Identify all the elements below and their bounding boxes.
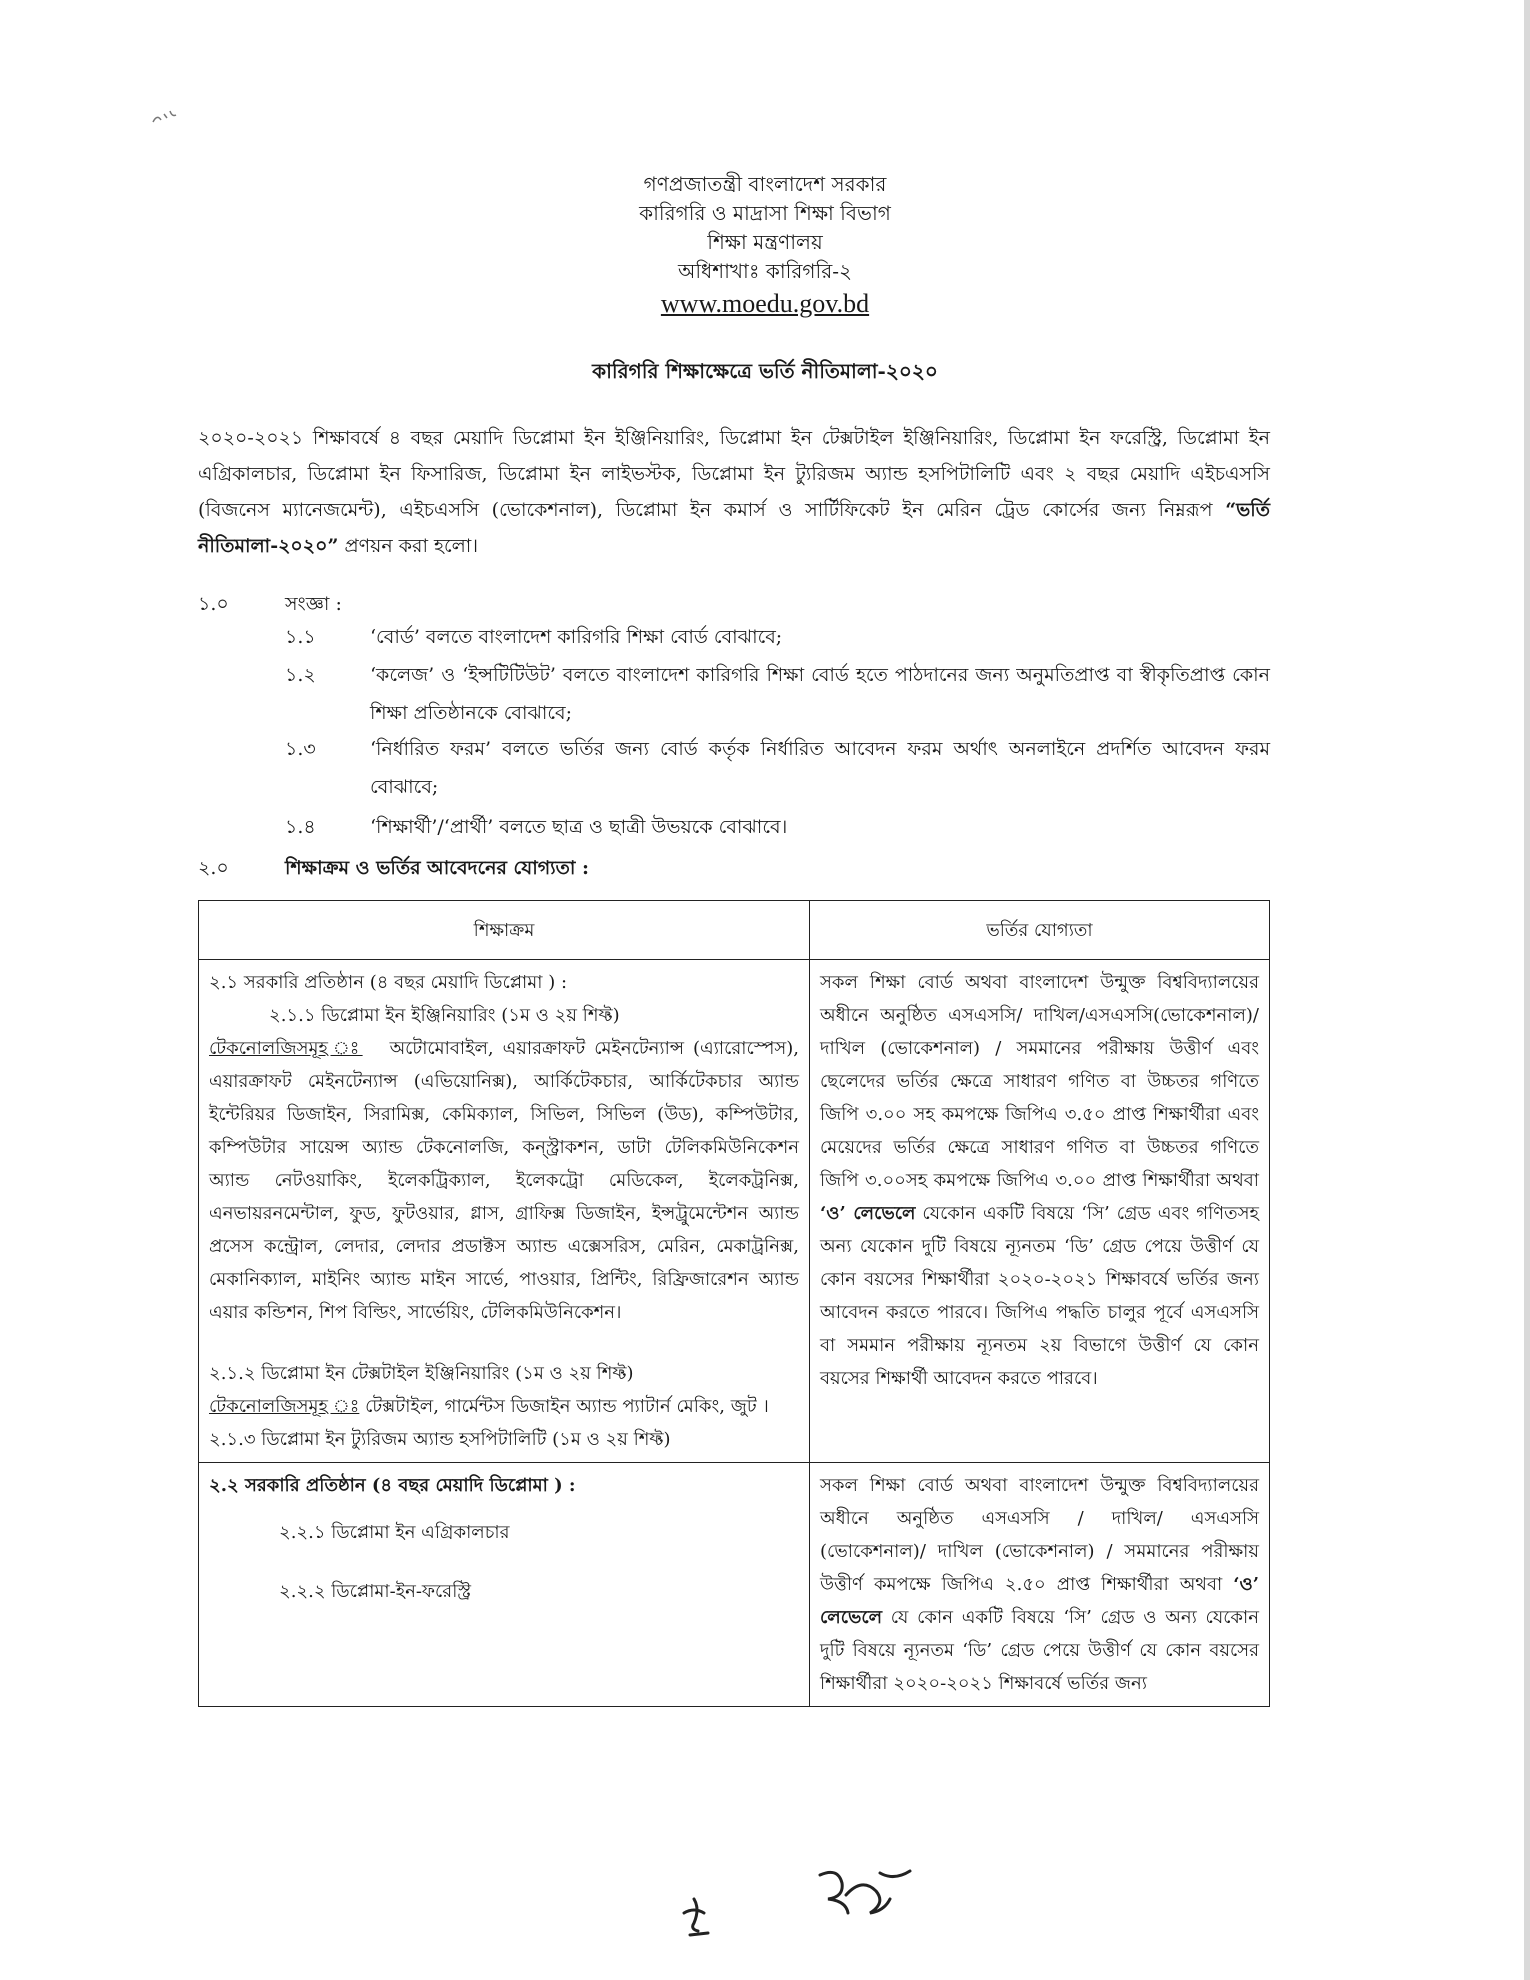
spacer [209,1502,799,1516]
intro-text-bold: “ভর্তি নীতিমালা-২০২০” [198,499,1270,557]
eligibility-cell [810,960,1270,1463]
definition-text: ‘কলেজ’ ও ‘ইন্সটিটিউট’ বলতে বাংলাদেশ কারিগরি শিক্ষা বোর্ড হতে পাঠদানের জন্য অনুমতিপ্রাপ্ত বা স্বীকৃতিপ্রাপ্ত কোন শিক্ষা প্রতিষ্ঠানকে বোঝাবে; [370,664,1270,724]
handwritten-signature [670,1855,930,1955]
section-1-heading [0,586,1530,622]
eligibility-text: সকল শিক্ষা বোর্ড অথবা বাংলাদেশ উন্মুক্ত বিশ্ববিদ্যালয়ের অধীনে অনুষ্ঠিত এসএসসি / দাখিল/ এসএসসি (ভোকেশনাল)/ দাখিল (ভোকেশনাল) / সমমানের পরীক্ষায় উত্তীর্ণ কমপক্ষে জিপিএ ২.৫০ প্রাপ্ত শিক্ষার্থীরা অথবা [820,1475,1259,1595]
intro-paragraph [198,420,1270,564]
definition-text: ‘নির্ধারিত ফরম’ বলতে ভর্তির জন্য বোর্ড কর্তৃক নির্ধারিত আবেদন ফরম অর্থাৎ অনলাইনে প্রদর্শিত আবেদন ফরম বোঝাবে; [370,738,1270,798]
spacer [209,1329,799,1357]
header-website-link[interactable]: www.moedu.gov.bd [660,289,870,318]
scan-speck-mark [150,108,180,132]
definition-number: ১.৩ [285,738,316,760]
program-item: ২.২.১ ডিপ্লোমা ইন এগ্রিকালচার [279,1522,510,1543]
column-header-curriculum: শিক্ষাক্রম [199,901,810,960]
intro-text-after: প্রণয়ন করা হলো। [338,535,479,557]
row-heading: ২.২ সরকারি প্রতিষ্ঠান (৪ বছর মেয়াদি ডিপ্লোমা ) : [209,1475,576,1496]
header-government: গণপ্রজাতন্ত্রী বাংলাদেশ সরকার [643,172,887,196]
section-2-title: শিক্ষাক্রম ও ভর্তির আবেদনের যোগ্যতা : [285,857,590,879]
eligibility-text: সকল শিক্ষা বোর্ড অথবা বাংলাদেশ উন্মুক্ত বিশ্ববিদ্যালয়ের অধীনে অনুষ্ঠিত এসএসসি/ দাখিল/এসএসসি(ভোকেশনাল)/দাখিল (ভোকেশনাল) / সমমানের পরীক্ষায় উত্তীর্ণ এবং ছেলেদের ভর্তির ক্ষেত্রে সাধারণ গণিত বা উচ্চতর গণিতে জিপি ৩.০০ সহ কমপক্ষে জিপিএ ৩.৫০ প্রাপ্ত শিক্ষার্থীরা এবং মেয়েদের ভর্তির ক্ষেত্রে সাধারণ গণিত বা উচ্চতর গণিতে জিপি ৩.০০সহ কমপক্ষে জিপিএ ৩.০০ প্রাপ্ত শিক্ষার্থীরা অথবা [820,972,1259,1191]
program-item: ২.১.২ ডিপ্লোমা ইন টেক্সটাইল ইঞ্জিনিয়ারিং (১ম ও ২য় শিফ্ট) [209,1363,634,1384]
definition-number: ১.২ [285,664,316,686]
table-header-row [199,901,1270,960]
section-2-heading [0,850,1530,886]
section-2-number: ২.০ [198,857,229,879]
eligibility-cell [810,1463,1270,1707]
technology-list [209,1032,799,1329]
document-header [0,170,1530,322]
technology-names: অটোমোবাইল, এয়ারক্রাফট মেইনটেন্যান্স (এ্যারোস্পেস), এয়ারক্রাফট মেইনটেন্যান্স (এভিয়োনিক্স), আর্কিটেকচার, আর্কিটেকচার অ্যান্ড ইন্টেরিয়র ডিজাইন, সিরামিক্স, কেমিক্যাল, সিভিল, সিভিল (উড), কম্পিউটার, কম্পিউটার সায়েন্স অ্যান্ড টেকনোলজি, কন্স্ট্রাকশন, ডাটা টেলিকমিউনিকেশন অ্যান্ড নেটওয়াকিং, ইলেকট্রিক্যাল, ইলেকট্রো মেডিকেল, ইলেকট্রনিক্স, এনভায়রনমেন্টাল, ফুড, ফুটওয়ার, গ্লাস, গ্রাফিক্স ডিজাইন, ইন্সট্রুমেন্টেশন অ্যান্ড প্রসেস কন্ট্রোল, লেদার, লেদার প্রডাক্টস অ্যান্ড এক্সেসরিস, মেরিন, মেকাট্রনিক্স, মেকানিক্যাল, মাইনিং অ্যান্ড মাইন সার্ভে, পাওয়ার, প্রিন্টিং, রিফ্রিজারেশন অ্যান্ড এয়ার কন্ডিশন, শিপ বিল্ডিং, সার্ভেয়িং, টেলিকমিউনিকেশন। [209,1038,799,1323]
column-header-eligibility: ভর্তির যোগ্যতা [810,901,1270,960]
definition-text: ‘শিক্ষার্থী’/‘প্রার্থী’ বলতে ছাত্র ও ছাত্রী উভয়কে বোঝাবে। [370,816,788,838]
curriculum-cell [199,960,810,1463]
eligibility-bold: ‘ও’ লেভেলে [820,1574,1259,1628]
intro-text-before: ২০২০-২০২১ শিক্ষাবর্ষে ৪ বছর মেয়াদি ডিপ্লোমা ইন ইঞ্জিনিয়ারিং, ডিপ্লোমা ইন টেক্সটাইল ইঞ্জিনিয়ারিং, ডিপ্লোমা ইন ফরেস্ট্রি, ডিপ্লোমা ইন এগ্রিকালচার, ডিপ্লোমা ইন ফিসারিজ, ডিপ্লোমা ইন লাইভস্টক, ডিপ্লোমা ইন ট্যুরিজম অ্যান্ড হসপিটালিটি এবং ২ বছর মেয়াদি এইচএসসি (বিজনেস ম্যানেজমেন্ট), এইচএসসি (ভোকেশনাল), ডিপ্লোমা ইন কমার্স ও সার্টিফিকেট ইন মেরিন ট্রেড কোর্সের জন্য নিম্নরূপ [198,427,1270,521]
technology-label: টেকনোলজিসমূহ ঃ [209,1038,363,1059]
table-row [199,960,1270,1463]
definition-number: ১.১ [285,626,316,648]
table-row [199,1463,1270,1707]
eligibility-table [198,900,1270,1707]
section-1-title: সংজ্ঞা : [285,593,342,615]
curriculum-cell [199,1463,810,1707]
eligibility-bold: ‘ও’ লেভেলে [820,1203,916,1224]
section-1-number: ১.০ [198,593,229,615]
technology-names: টেক্সটাইল, গার্মেন্টস ডিজাইন অ্যান্ড প্যাটার্ন মেকিং, জুট । [359,1396,769,1417]
spacer [209,1549,799,1575]
technology-label: টেকনোলজিসমূহ ঃ [209,1396,360,1417]
header-division: কারিগরি ও মাদ্রাসা শিক্ষা বিভাগ [639,201,891,225]
definition-number: ১.৪ [285,816,316,838]
eligibility-text: যে কোন একটি বিষয়ে ‘সি’ গ্রেড ও অন্য যেকোন দুটি বিষয়ে ন্যূনতম ‘ডি’ গ্রেড পেয়ে উত্তীর্ণ যে কোন বয়সের শিক্ষার্থীরা ২০২০-২০২১ শিক্ষাবর্ষে ভর্তির জন্য [820,1607,1259,1694]
program-item: ২.২.২ ডিপ্লোমা-ইন-ফরেস্ট্রি [279,1581,471,1602]
row-heading: ২.১ সরকারি প্রতিষ্ঠান (৪ বছর মেয়াদি ডিপ্লোমা ) : [209,972,568,993]
definition-text: ‘বোর্ড’ বলতে বাংলাদেশ কারিগরি শিক্ষা বোর্ড বোঝাবে; [370,626,783,648]
program-item: ২.১.৩ ডিপ্লোমা ইন ট্যুরিজম অ্যান্ড হসপিটালিটি (১ম ও ২য় শিফ্ট) [209,1429,671,1450]
technology-list [209,1390,799,1423]
eligibility-text: যেকোন একটি বিষয়ে ‘সি’ গ্রেড এবং গণিতসহ অন্য যেকোন দুটি বিষয়ে ন্যূনতম ‘ডি’ গ্রেড পেয়ে উত্তীর্ণ যে কোন বয়সের শিক্ষার্থীরা ২০২০-২০২১ শিক্ষাবর্ষে ভর্তির জন্য আবেদন করতে পারবে। জিপিএ পদ্ধতি চালুর পূর্বে এসএসসি বা সমমান পরীক্ষায় ন্যূনতম ২য় বিভাগে উত্তীর্ণ যে কোন বয়সের শিক্ষার্থী আবেদন করতে পারবে। [820,1203,1259,1389]
header-wing: অধিশাখাঃ কারিগরি-২ [678,259,852,283]
header-ministry: শিক্ষা মন্ত্রণালয় [707,230,823,254]
document-title: কারিগরি শিক্ষাক্ষেত্রে ভর্তি নীতিমালা-২০২০ [592,359,938,383]
program-item: ২.১.১ ডিপ্লোমা ইন ইঞ্জিনিয়ারিং (১ম ও ২য় শিফ্ট) [269,1005,620,1026]
